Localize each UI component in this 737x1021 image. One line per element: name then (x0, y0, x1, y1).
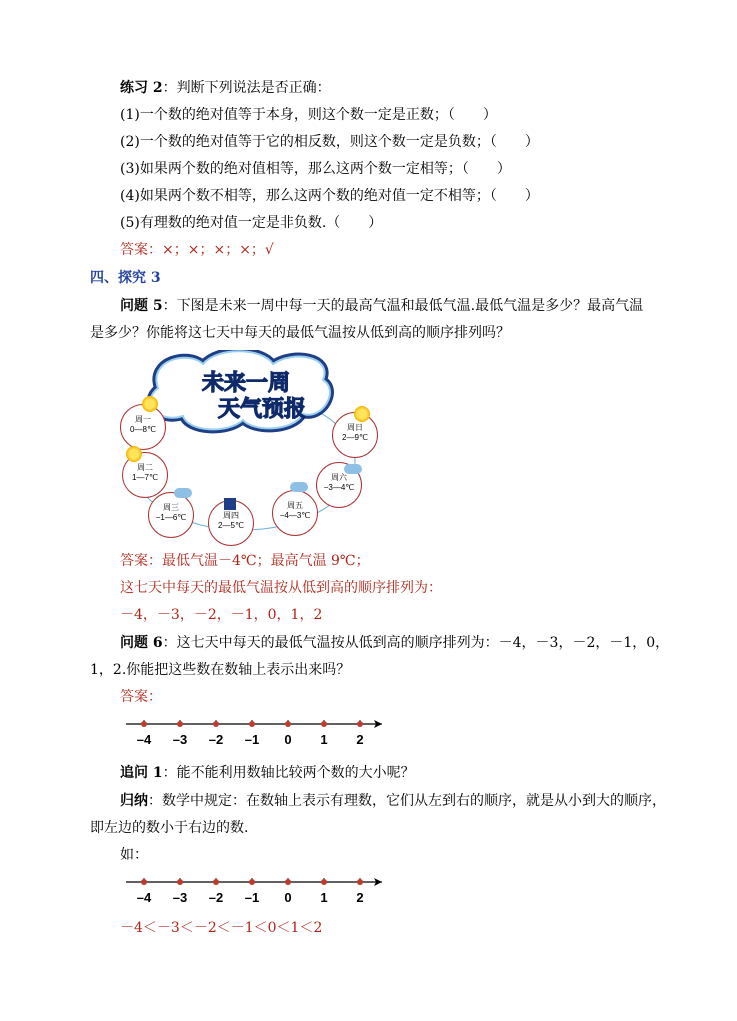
forecast-day-3 (148, 492, 194, 538)
axis-point (321, 721, 327, 727)
sun-icon (126, 446, 142, 462)
answer5-line2: 这七天中每天的最低气温按从低到高的顺序排列为： (120, 580, 442, 596)
followup1 (120, 763, 415, 783)
example-label: 如： (120, 847, 148, 863)
number-line-svg (120, 712, 392, 752)
exercise2-item-5: (5)有理数的绝对值一定是非负数.（ ） (120, 215, 383, 231)
tick-label: 0 (284, 890, 292, 905)
axis-point (213, 879, 219, 885)
answer-label: 答案： (120, 242, 162, 258)
answer5-line3: －4，－3，－2，－1，0，1，2 (120, 607, 323, 623)
axis-point (213, 721, 219, 727)
question6-line2: 1，2.你能把这些数在数轴上表示出来吗？ (90, 662, 351, 678)
axis-point (141, 721, 147, 727)
exercise2-prompt: ：判断下列说法是否正确： (162, 80, 331, 96)
sun-icon (142, 396, 158, 412)
axis-point (357, 879, 363, 885)
followup1-label: 追问 1 (120, 765, 163, 781)
day-name: 周三 (163, 503, 179, 512)
day-name: 周六 (331, 473, 347, 482)
followup1-text: ：能不能利用数轴比较两个数的大小呢？ (162, 765, 415, 781)
axis-point (177, 879, 183, 885)
day-temp: 2—5℃ (218, 521, 244, 530)
tick-label: 1 (320, 890, 328, 905)
tick-label: 2 (356, 732, 364, 747)
exercise2-item-1: (1)一个数的绝对值等于本身，则这个数一定是正数；（ ） (120, 107, 497, 123)
day-temp: 1—7℃ (132, 473, 158, 482)
cloud-icon (174, 488, 192, 498)
tick-label: –2 (208, 890, 224, 905)
day-temp: −1—6℃ (155, 513, 187, 522)
exercise2-item-2: (2)一个数的绝对值等于它的相反数，则这个数一定是负数；（ ） (120, 134, 539, 150)
cloud-icon (344, 464, 362, 474)
day-temp: −3—4℃ (323, 483, 355, 492)
exercise2-item-3: (3)如果两个数的绝对值相等，那么这两个数一定相等；（ ） (120, 161, 511, 177)
exercise2-item-4: (4)如果两个数不相等，那么这两个数的绝对值一定不相等；（ ） (120, 188, 539, 204)
rain-icon (224, 498, 236, 510)
question6-label: 问题 6 (120, 635, 163, 651)
axis-point (321, 879, 327, 885)
forecast-day-1 (120, 404, 166, 450)
tick-label: 0 (284, 732, 292, 747)
axis-point (285, 721, 291, 727)
cloud-icon (290, 482, 308, 492)
forecast-day-5 (272, 490, 318, 536)
axis-point (249, 879, 255, 885)
day-temp: 2—9℃ (342, 433, 368, 442)
question5-line2: 是多少？你能将这七天中每天的最低气温按从低到高的顺序排列吗？ (90, 325, 510, 341)
axis-point (141, 879, 147, 885)
summary-text1: ：数学中规定：在数轴上表示有理数，它们从左到右的顺序，就是从小到大的顺序， (148, 793, 666, 809)
banner-line2: 天气预报 (218, 397, 307, 422)
day-name: 周四 (223, 511, 239, 520)
question5-line1 (120, 296, 643, 316)
summary-label: 归纳 (120, 793, 148, 809)
tick-label: 1 (320, 732, 328, 747)
tick-label: –2 (208, 732, 224, 747)
section-title: 四、探究 3 (90, 270, 161, 286)
summary-line2: 即左边的数小于右边的数. (90, 820, 249, 836)
tick-label: 2 (356, 890, 364, 905)
day-name: 周一 (135, 415, 151, 424)
inequality-chain: －4＜－3＜－2＜－1＜0＜1＜2 (120, 920, 323, 936)
number-line-1 (120, 712, 392, 752)
tick-label: –1 (244, 732, 260, 747)
day-name: 周二 (137, 463, 153, 472)
exercise2-heading (120, 78, 331, 98)
summary-line1 (120, 791, 666, 811)
banner-line1: 未来一周 (202, 371, 291, 396)
axis-point (357, 721, 363, 727)
question5-text1: ：下图是未来一周中每一天的最高气温和最低气温.最低气温是多少？最高气温 (162, 298, 644, 314)
exercise2-title: 练习 2 (120, 80, 163, 96)
day-name: 周日 (347, 423, 363, 432)
number-line-2 (120, 870, 392, 910)
answer-text: ×；×；×；×；√ (162, 242, 274, 258)
weather-forecast-figure (118, 350, 380, 540)
number-line-svg (120, 870, 392, 910)
tick-label: –4 (136, 890, 152, 905)
answer5-line1: 答案：最低气温－4℃；最高气温 9℃； (120, 553, 370, 569)
tick-label: –3 (172, 890, 188, 905)
axis-point (177, 721, 183, 727)
day-temp: −4—3℃ (279, 511, 311, 520)
exercise2-answer (120, 240, 274, 260)
axis-point (285, 879, 291, 885)
sun-icon (354, 406, 370, 422)
day-name: 周五 (287, 501, 303, 510)
day-temp: 0—8℃ (130, 425, 156, 434)
question6-answer-label: 答案： (120, 689, 162, 705)
question6-text1: ：这七天中每天的最低气温按从低到高的顺序排列为：－4，－3，－2，－1，0， (162, 635, 670, 651)
tick-label: –3 (172, 732, 188, 747)
axis-point (249, 721, 255, 727)
tick-label: –1 (244, 890, 260, 905)
tick-label: –4 (136, 732, 152, 747)
question6-line1 (120, 633, 669, 653)
question5-label: 问题 5 (120, 298, 163, 314)
